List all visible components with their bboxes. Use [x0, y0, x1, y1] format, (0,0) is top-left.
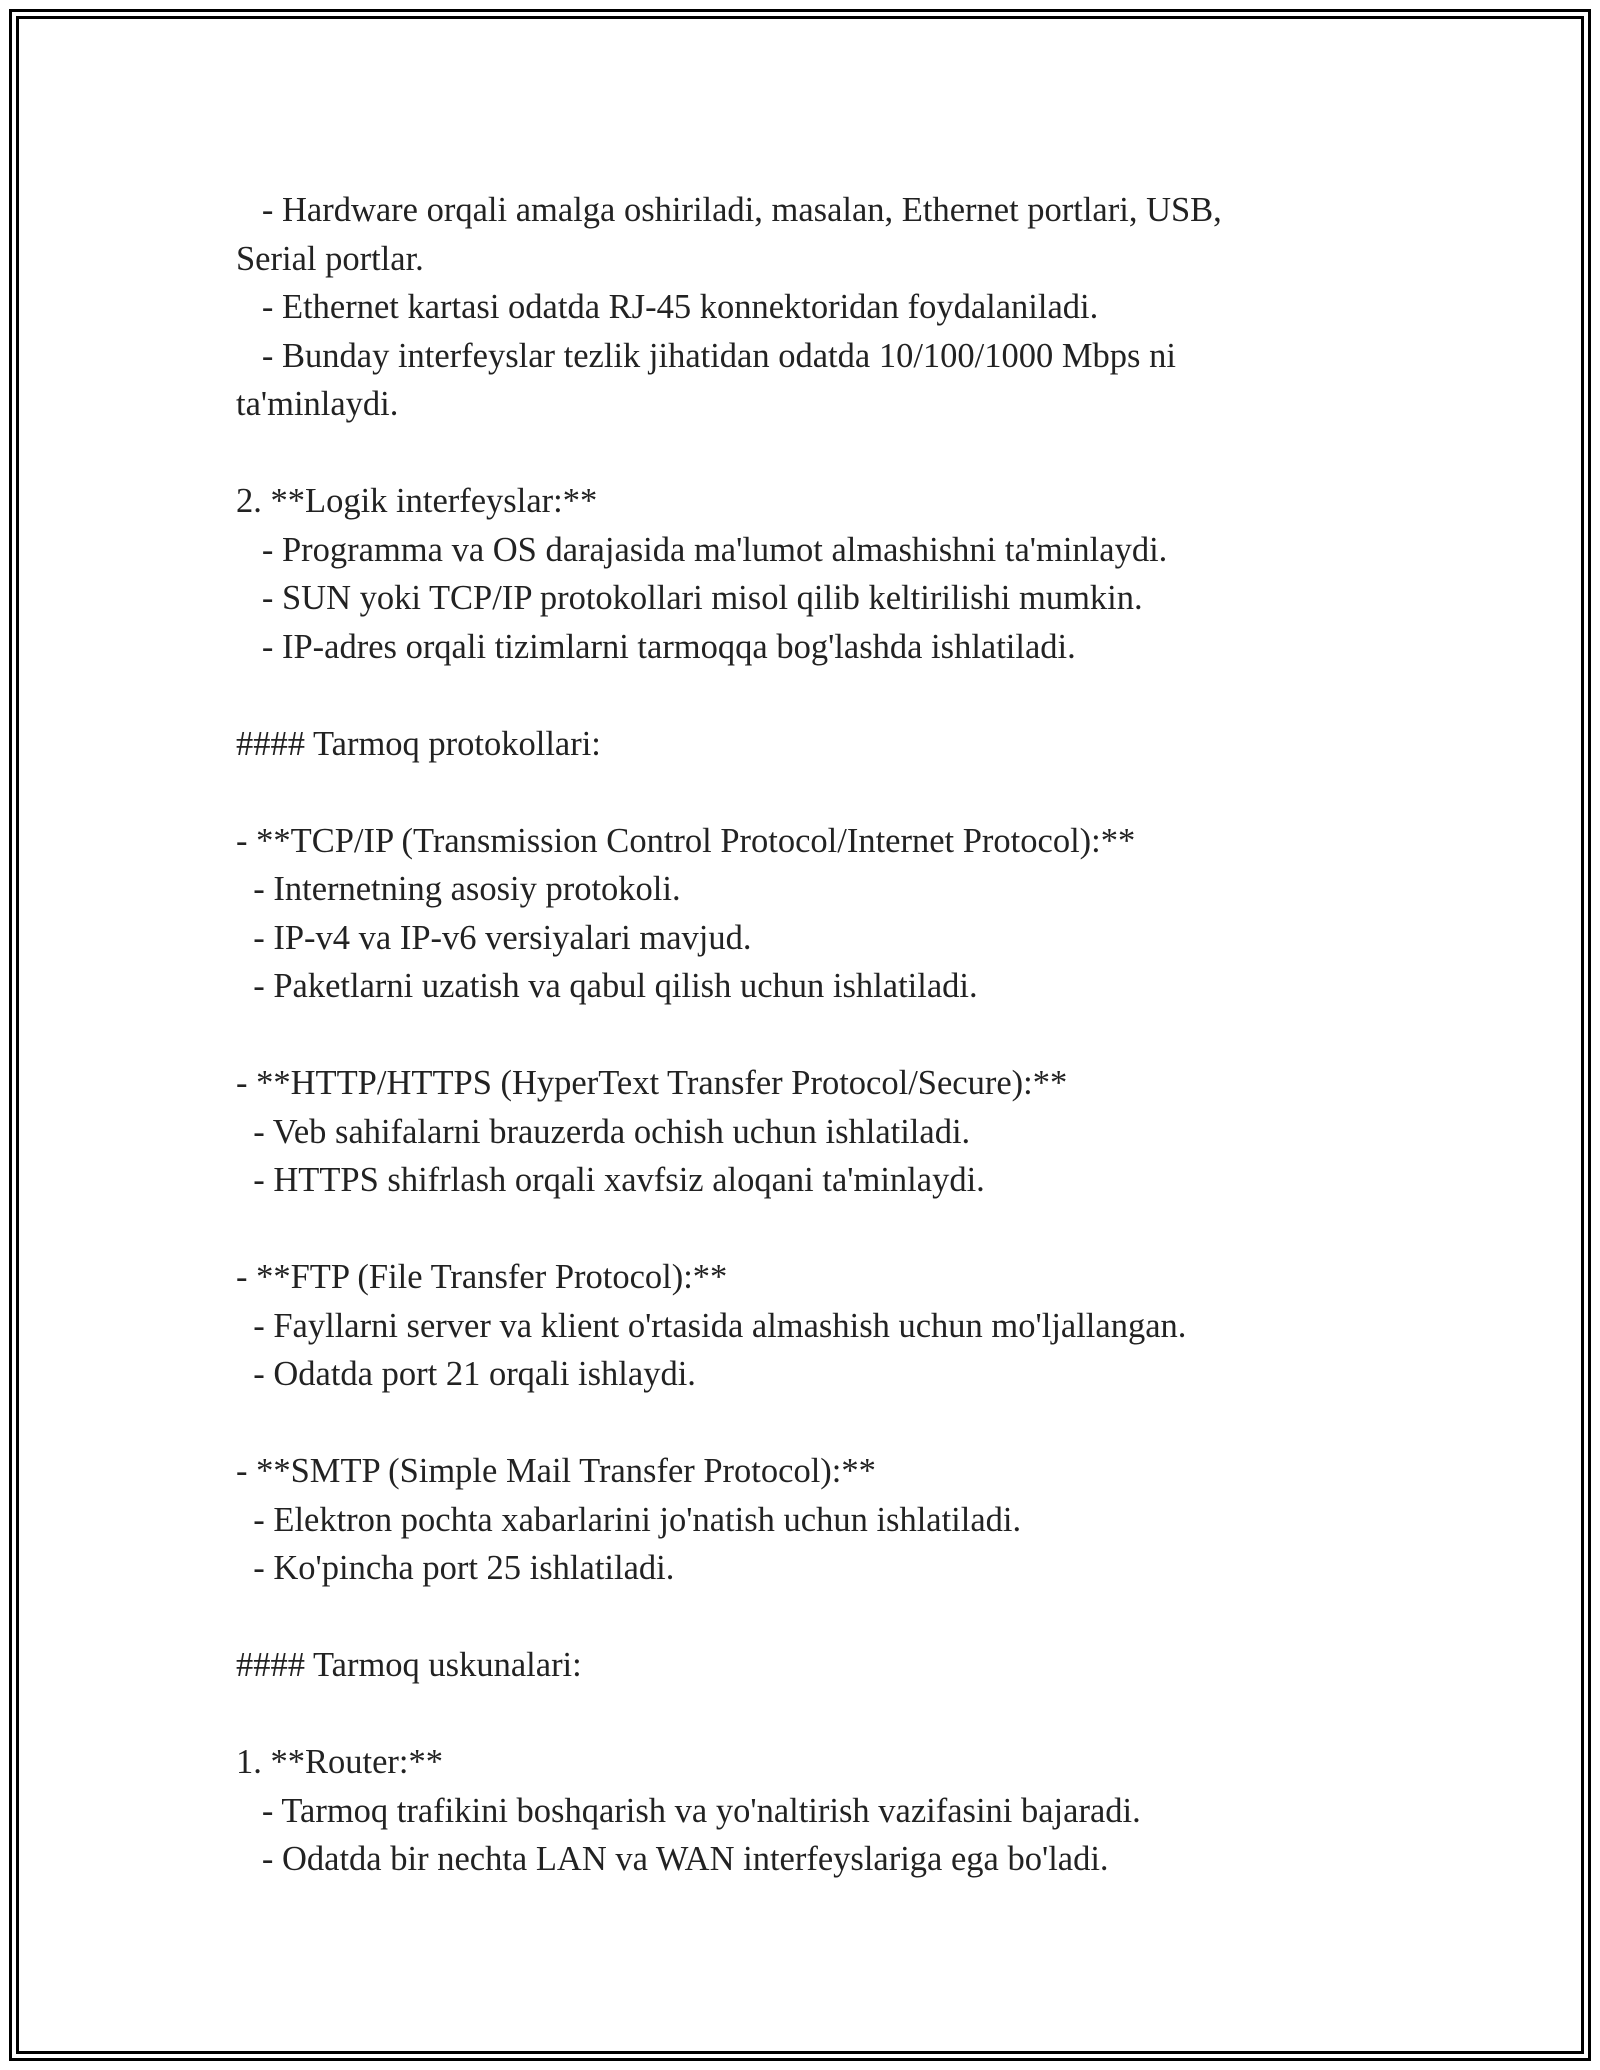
text-line: - Ethernet kartasi odatda RJ-45 konnektoridan foydalaniladi.: [236, 288, 1099, 326]
list-heading-tcpip: - **TCP/IP (Transmission Control Protocol/Internet Protocol):**: [236, 821, 1136, 860]
text-line: Serial portlar.: [236, 239, 424, 278]
blank-line: [236, 1593, 1416, 1642]
text-line: - Veb sahifalarni brauzerda ochish uchun ishlatiladi.: [236, 1112, 971, 1151]
text-line: - Hardware orqali amalga oshiriladi, masalan, Ethernet portlari, USB,: [236, 191, 1222, 229]
section-heading-protokollar: #### Tarmoq protokollari:: [236, 724, 601, 763]
list-heading-http: - **HTTP/HTTPS (HyperText Transfer Protocol/Secure):**: [236, 1064, 1068, 1102]
document-body: [236, 186, 1416, 1884]
blank-line: [236, 768, 1416, 817]
blank-line: [236, 429, 1416, 478]
text-line: ta'minlaydi.: [236, 385, 399, 423]
text-line: - Odatda port 21 orqali ishlaydi.: [236, 1355, 696, 1393]
text-line: - SUN yoki TCP/IP protokollari misol qilib keltirilishi mumkin.: [236, 579, 1143, 617]
list-heading-smtp: - **SMTP (Simple Mail Transfer Protocol):**: [236, 1452, 876, 1490]
text-line: - Ko'pincha port 25 ishlatiladi.: [236, 1549, 675, 1587]
section-heading-uskunalar: #### Tarmoq uskunalari:: [236, 1646, 582, 1684]
text-line: - HTTPS shifrlash orqali xavfsiz aloqani ta'minlaydi.: [236, 1161, 985, 1199]
text-line: - Odatda bir nechta LAN va WAN interfeyslariga ega bo'ladi.: [236, 1840, 1109, 1878]
text-line: - Programma va OS darajasida ma'lumot almashishni ta'minlaydi.: [236, 530, 1168, 569]
blank-line: [236, 1011, 1416, 1060]
text-line: - Fayllarni server va klient o'rtasida almashish uchun mo'ljallangan.: [236, 1306, 1187, 1345]
text-line: - Internetning asosiy protokoli.: [236, 870, 681, 908]
list-heading-router: 1. **Router:**: [236, 1743, 443, 1781]
blank-line: [236, 1399, 1416, 1448]
list-heading-logik: 2. **Logik interfeyslar:**: [236, 482, 598, 520]
text-line: - Bunday interfeyslar tezlik jihatidan odatda 10/100/1000 Mbps ni: [236, 336, 1176, 375]
blank-line: [236, 1205, 1416, 1254]
list-heading-ftp: - **FTP (File Transfer Protocol):**: [236, 1258, 728, 1296]
text-line: - Paketlarni uzatish va qabul qilish uchun ishlatiladi.: [236, 967, 978, 1005]
text-line: - Tarmoq trafikini boshqarish va yo'naltirish vazifasini bajaradi.: [236, 1791, 1141, 1830]
text-line: - IP-adres orqali tizimlarni tarmoqqa bog'lashda ishlatiladi.: [236, 627, 1076, 666]
text-line: - Elektron pochta xabarlarini jo'natish uchun ishlatiladi.: [236, 1500, 1022, 1539]
blank-line: [236, 1690, 1416, 1739]
text-line: - IP-v4 va IP-v6 versiyalari mavjud.: [236, 918, 752, 957]
blank-line: [236, 671, 1416, 720]
